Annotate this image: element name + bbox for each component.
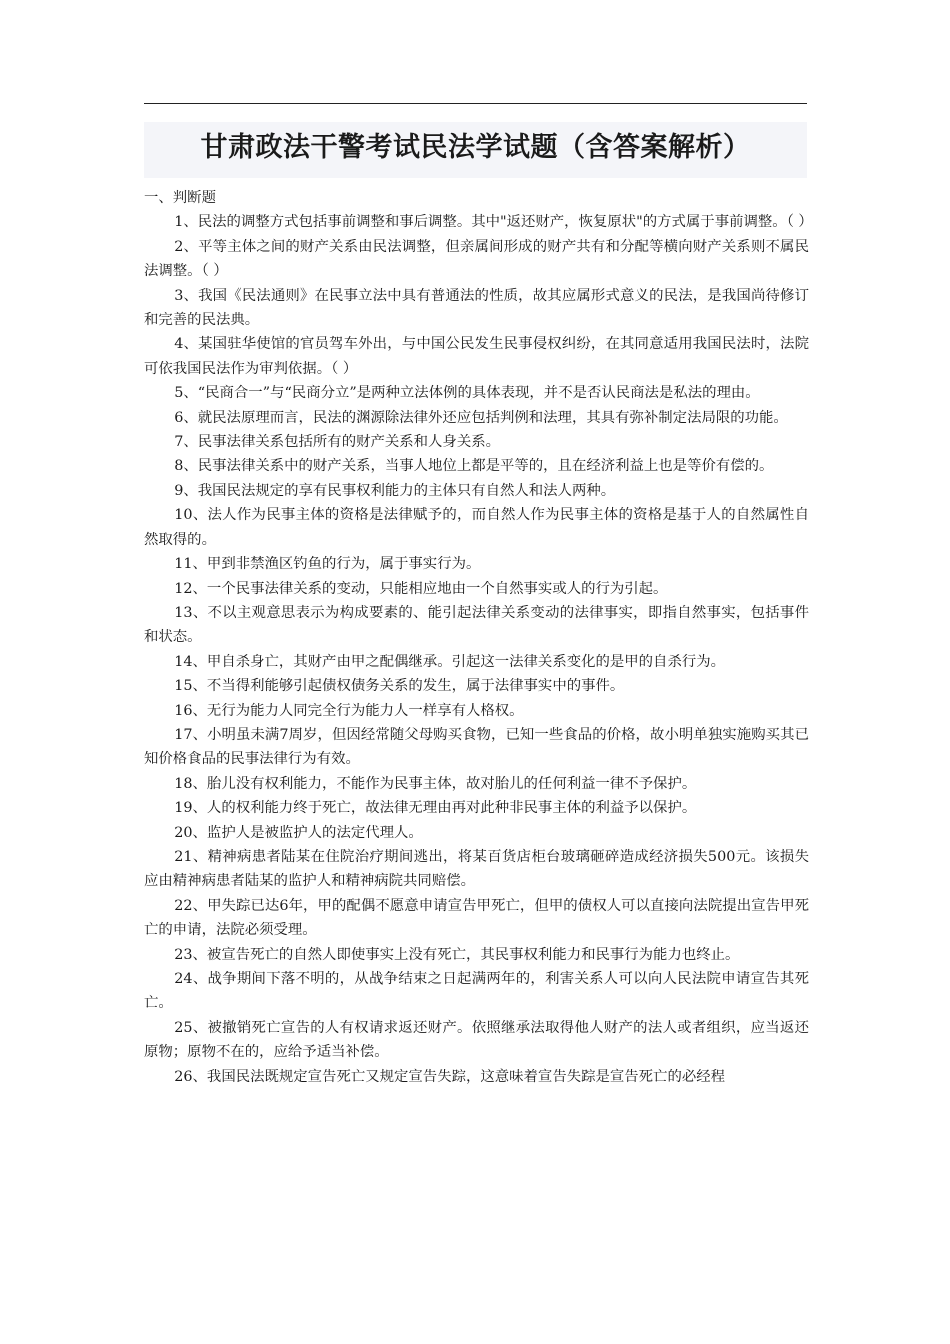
question-item: 1、民法的调整方式包括事前调整和事后调整。其中"返还财产，恢复原状"的方式属于事前调整。（ ）	[174, 214, 813, 231]
question-item: 4、某国驻华使馆的官员驾车外出，与中国公民发生民事侵权纠纷，在其同意适用我国民法时，法院可依我国民法作为审判依据。（ ）	[144, 336, 809, 377]
question-item: 16、无行为能力人同完全行为能力人一样享有人格权。	[174, 702, 524, 719]
question-item: 14、甲自杀身亡，其财产由甲之配偶继承。引起这一法律关系变化的是甲的自杀行为。	[174, 653, 726, 670]
question-item: 2、平等主体之间的财产关系由民法调整，但亲属间形成的财产共有和分配等横向财产关系则不属民法调整。（ ）	[144, 238, 809, 280]
question-item: 26、我国民法既规定宣告死亡又规定宣告失踪，这意味着宣告失踪是宣告死亡的必经程	[174, 1068, 726, 1085]
question-item: 10、法人作为民事主体的资格是法律赋予的，而自然人作为民事主体的资格是基于人的自然属性自然取得的。	[144, 507, 809, 548]
question-item: 20、监护人是被监护人的法定代理人。	[174, 824, 423, 841]
question-item: 11、甲到非禁渔区钓鱼的行为，属于事实行为。	[174, 556, 481, 573]
question-item: 17、小明虽未满7周岁，但因经常随父母购买食物，已知一些食品的价格，故小明单独实施购买其已知价格食品的民事法律行为有效。	[144, 726, 809, 768]
question-item: 9、我国民法规定的享有民事权利能力的主体只有自然人和法人两种。	[174, 482, 616, 499]
question-item: 15、不当得利能够引起债权债务关系的发生，属于法律事实中的事件。	[174, 678, 625, 695]
section-heading: 一、判断题	[144, 190, 216, 206]
question-item: 8、民事法律关系中的财产关系，当事人地位上都是平等的，且在经济利益上也是等价有偿的。	[174, 458, 774, 475]
question-item: 6、就民法原理而言，民法的渊源除法律外还应包括判例和法理，其具有弥补制定法局限的功能。	[174, 409, 788, 426]
question-item: 13、不以主观意思表示为构成要素的、能引起法律关系变动的法律事实，即指自然事实，包括事件和状态。	[144, 604, 809, 646]
question-item: 5、“民商合一”与“民商分立”是两种立法体例的具体表现，并不是否认民商法是私法的理由。	[174, 385, 760, 402]
question-item: 3、我国《民法通则》在民事立法中具有普通法的性质，故其应属形式意义的民法，是我国尚待修订和完善的民法典。	[144, 287, 809, 329]
question-item: 7、民事法律关系包括所有的财产关系和人身关系。	[174, 434, 500, 451]
question-item: 25、被撤销死亡宣告的人有权请求返还财产。依照继承法取得他人财产的法人或者组织，应当返还原物；原物不在的，应给予适当补偿。	[144, 1019, 809, 1061]
document-body	[144, 186, 813, 1089]
question-item: 24、战争期间下落不明的，从战争结束之日起满两年的，利害关系人可以向人民法院申请宣告其死亡。	[144, 971, 809, 1012]
question-item: 18、胎儿没有权利能力，不能作为民事主体，故对胎儿的任何利益一律不予保护。	[174, 775, 697, 792]
document-title: 甘肃政法干警考试民法学试题（含答案解析）	[200, 132, 751, 163]
question-item: 12、一个民事法律关系的变动，只能相应地由一个自然事实或人的行为引起。	[174, 580, 668, 597]
question-list	[144, 210, 813, 1089]
question-item: 23、被宣告死亡的自然人即使事实上没有死亡，其民事权利能力和民事行为能力也终止。	[174, 946, 740, 963]
question-item: 21、精神病患者陆某在住院治疗期间逃出，将某百货店柜台玻璃砸碎造成经济损失500元。该损失应由精神病患者陆某的监护人和精神病院共同赔偿。	[144, 848, 809, 890]
question-item: 19、人的权利能力终于死亡，故法律无理由再对此种非民事主体的利益予以保护。	[174, 800, 697, 817]
question-item: 22、甲失踪已达6年，甲的配偶不愿意申请宣告甲死亡，但甲的债权人可以直接向法院提出宣告甲死亡的申请，法院必须受理。	[144, 897, 809, 939]
header-rule	[144, 103, 807, 104]
